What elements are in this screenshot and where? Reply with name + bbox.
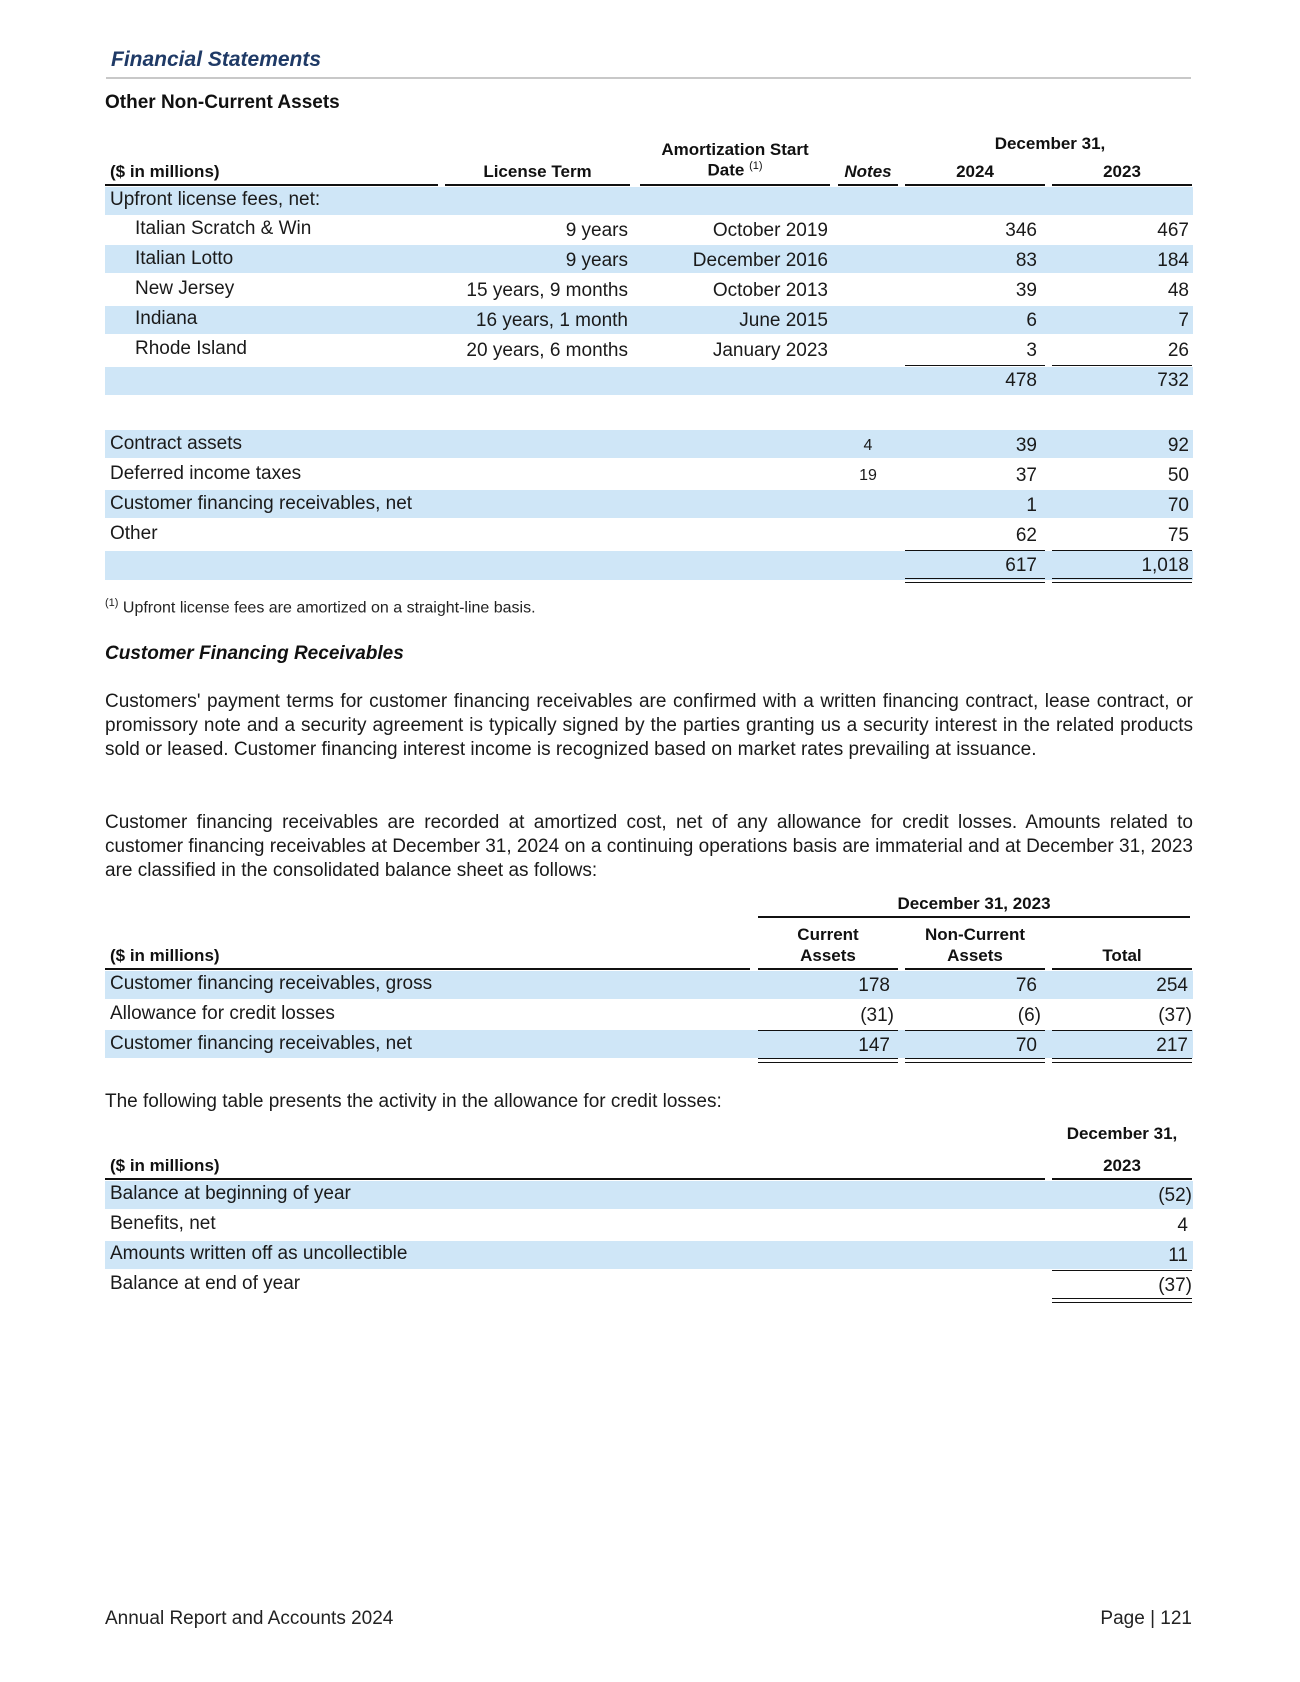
underline-cfr-current (758, 968, 898, 970)
cfr-rule-current (758, 1030, 898, 1031)
allowance-row-name: Benefits, net (110, 1213, 216, 1234)
cfr-double-rule-noncurrent (905, 1058, 1045, 1063)
subtotal-rule-2023 (1052, 365, 1192, 366)
license-value-2024: 39 (1015, 280, 1037, 301)
underline-2023 (1052, 184, 1192, 186)
group-label-upfront-fees: Upfront license fees, net: (110, 189, 321, 210)
assets-period-header: December 31, (994, 134, 1106, 153)
allowance-units-header: ($ in millions) (110, 1156, 220, 1175)
footer-report-name: Annual Report and Accounts 2024 (105, 1608, 394, 1629)
allowance-period-header: December 31, (1066, 1124, 1178, 1143)
allowance-intro: The following table presents the activity in the allowance for credit losses: (105, 1091, 722, 1112)
other-asset-name: Customer financing receivables, net (110, 493, 413, 514)
amortization-header-line1: Amortization Start (661, 140, 809, 159)
cfr-row-name: Customer financing receivables, gross (110, 973, 433, 994)
license-start-date: January 2023 (712, 340, 828, 361)
other-asset-value-2023: 70 (1167, 495, 1189, 516)
license-start-date: June 2015 (739, 310, 828, 331)
underline-2024 (905, 184, 1045, 186)
cfr-row-name: Allowance for credit losses (110, 1003, 335, 1024)
cfr-rule-total (1052, 1030, 1192, 1031)
other-asset-value-2023: 92 (1167, 435, 1189, 456)
underline-amortization (640, 184, 830, 186)
cfr-total-header: Total (1102, 946, 1142, 965)
total-double-rule-2023 (1052, 578, 1192, 583)
cfr-section-title: Customer Financing Receivables (105, 643, 404, 664)
license-name: New Jersey (135, 278, 235, 299)
cfr-paragraph-2: Customer financing receivables are recorded at amortized cost, net of any allowance for credit losses. Amounts related to customer financing receivables at December 31, 2024 on a continuing operations basis are immaterial and at December 31, 2023 are classified in the consolidated balance sheet as follows: (105, 812, 1193, 881)
underline-allowance-units (105, 1178, 1045, 1180)
underline-allowance-year (1052, 1178, 1192, 1180)
license-name: Italian Scratch & Win (135, 218, 312, 239)
total-rule-2024 (905, 550, 1045, 551)
license-name: Rhode Island (135, 338, 247, 359)
license-term: 9 years (565, 220, 628, 241)
other-asset-name: Other (110, 523, 158, 544)
assets-units-header: ($ in millions) (110, 162, 220, 181)
cfr-row-total: (37) (1158, 1005, 1192, 1026)
license-term: 9 years (565, 250, 628, 271)
notes-header: Notes (844, 162, 892, 181)
allowance-row-name: Balance at end of year (110, 1273, 301, 1294)
cfr-row-noncurrent: (6) (1017, 1005, 1041, 1026)
other-asset-value-2024: 37 (1015, 465, 1037, 486)
cfr-noncurrent-header-l1: Non-Current (924, 925, 1026, 944)
cfr-noncurrent-header-l2: Assets (947, 946, 1003, 965)
assets-total-2023: 1,018 (1141, 555, 1189, 576)
allowance-year-header: 2023 (1103, 1156, 1141, 1175)
license-subtotal-2023: 732 (1157, 370, 1189, 391)
license-value-2024: 346 (1005, 220, 1037, 241)
license-value-2024: 83 (1015, 250, 1037, 271)
allowance-row-value: (37) (1158, 1275, 1192, 1296)
other-asset-note: 19 (859, 467, 877, 484)
total-rule-2023 (1052, 550, 1192, 551)
underline-cfr-units (105, 968, 750, 970)
header-divider (106, 77, 1191, 79)
cfr-period-header: December 31, 2023 (897, 894, 1051, 913)
other-asset-value-2023: 50 (1167, 465, 1189, 486)
cfr-row-noncurrent: 76 (1015, 975, 1037, 996)
underline-cfr-noncurrent (905, 968, 1045, 970)
allowance-row-value: 11 (1168, 1245, 1188, 1266)
other-asset-value-2024: 62 (1015, 525, 1037, 546)
assets-total-2024: 617 (1005, 555, 1037, 576)
cfr-row-name: Customer financing receivables, net (110, 1033, 413, 1054)
cfr-double-rule-total (1052, 1058, 1192, 1063)
allowance-row-name: Balance at beginning of year (110, 1183, 351, 1204)
other-asset-name: Deferred income taxes (110, 463, 302, 484)
other-asset-note: 4 (863, 437, 873, 454)
license-value-2024: 3 (1026, 340, 1037, 361)
cfr-row-noncurrent: 70 (1015, 1035, 1037, 1056)
license-start-date: October 2019 (712, 220, 828, 241)
license-term: 20 years, 6 months (466, 340, 628, 361)
assets-year-2023-header: 2023 (1103, 162, 1141, 181)
underline-cfr-period (758, 916, 1190, 918)
amortization-footnote-ref: (1) (749, 160, 763, 172)
license-value-2023: 26 (1167, 340, 1189, 361)
license-start-date: October 2013 (712, 280, 828, 301)
footnote-mark: (1) (105, 597, 119, 609)
license-term-header: License Term (483, 162, 592, 181)
allowance-row-value: 4 (1177, 1215, 1188, 1236)
license-value-2023: 7 (1178, 310, 1189, 331)
cfr-paragraph-1: Customers' payment terms for customer financing receivables are confirmed with a written financing contract, lease contract, or promissory note and a security agreement is typically signed by the parties granting us a security interest in the related products sold or leased. Customer financing interest income is recognized based on market rates prevailing at issuance. (105, 691, 1193, 760)
footnote-text: Upfront license fees are amortized on a straight-line basis. (122, 599, 536, 617)
amortization-header-line2: Date $^{(1)}$ (707, 160, 763, 180)
license-value-2023: 48 (1167, 280, 1189, 301)
license-subtotal-2024: 478 (1005, 370, 1037, 391)
total-double-rule-2024 (905, 578, 1045, 583)
cfr-current-header-l2: Assets (800, 946, 856, 965)
other-asset-name: Contract assets (110, 433, 242, 454)
cfr-row-current: 147 (858, 1035, 890, 1056)
allowance-rule (1052, 1270, 1192, 1271)
cfr-current-header-l1: Current (797, 925, 859, 944)
license-name: Italian Lotto (135, 248, 234, 269)
underline-license-term (445, 184, 630, 186)
footer-page-number: Page | 121 (1100, 1608, 1192, 1629)
cfr-rule-noncurrent (905, 1030, 1045, 1031)
other-asset-value-2024: 39 (1015, 435, 1037, 456)
license-term: 16 years, 1 month (475, 310, 628, 331)
license-value-2024: 6 (1026, 310, 1037, 331)
license-name: Indiana (135, 308, 198, 329)
license-value-2023: 184 (1157, 250, 1189, 271)
footnote (105, 597, 536, 617)
page-header-title: Financial Statements (111, 48, 322, 71)
cfr-row-current: (31) (860, 1005, 894, 1026)
allowance-double-rule (1052, 1298, 1192, 1303)
license-start-date: December 2016 (692, 250, 828, 271)
underline-cfr-total (1052, 968, 1192, 970)
subtotal-rule-2024 (905, 365, 1045, 366)
cfr-row-total: 254 (1156, 975, 1188, 996)
other-asset-value-2024: 1 (1026, 495, 1037, 516)
underline-units (105, 184, 438, 186)
license-term: 15 years, 9 months (466, 280, 628, 301)
license-value-2023: 467 (1157, 220, 1189, 241)
cfr-double-rule-current (758, 1058, 898, 1063)
cfr-row-current: 178 (858, 975, 890, 996)
allowance-row-value: (52) (1158, 1185, 1192, 1206)
underline-notes (838, 184, 898, 186)
cfr-units-header: ($ in millions) (110, 946, 220, 965)
assets-section-title: Other Non-Current Assets (105, 92, 340, 113)
other-asset-value-2023: 75 (1167, 525, 1189, 546)
assets-year-2024-header: 2024 (956, 162, 994, 181)
allowance-row-name: Amounts written off as uncollectible (110, 1243, 408, 1264)
cfr-row-total: 217 (1156, 1035, 1188, 1056)
